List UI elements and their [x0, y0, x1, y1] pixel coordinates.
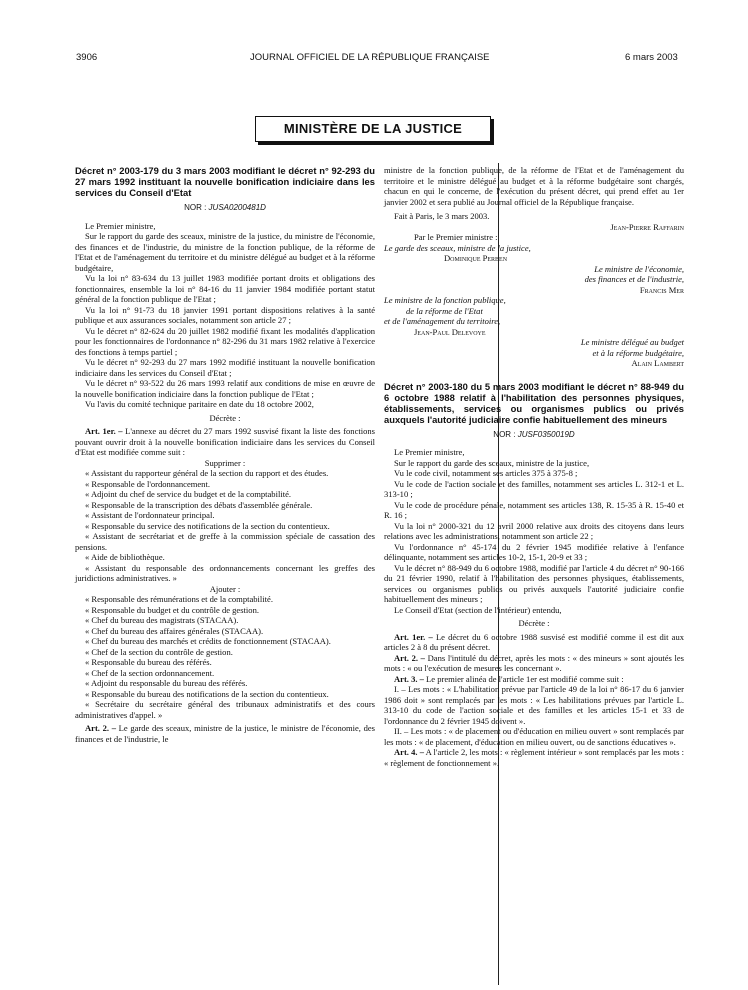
issue-date: 6 mars 2003	[625, 52, 678, 63]
list-item: « Assistant de l'ordonnateur principal.	[85, 510, 215, 520]
article-label: Art. 1er. –	[85, 426, 123, 436]
decree1-title: Décret n° 2003-179 du 3 mars 2003 modifiant le décret n° 92-293 du 27 mars 1992 instituant la nouvelle bonification indiciaire dans les services du Conseil d'Etat	[75, 165, 375, 198]
list-item: « Responsable du bureau des notifications de la section du contentieux.	[85, 688, 329, 699]
list-item: « Chef de la section du contrôle de gestion.	[85, 646, 233, 657]
list-item: « Adjoint du responsable du bureau des référés.	[85, 678, 248, 688]
para: Vu le code de l'action sociale et des familles, notamment ses articles L. 312-1 et L. 313-10 ;	[384, 478, 684, 499]
page-number: 3906	[76, 52, 98, 63]
para: Le Premier ministre,	[394, 447, 465, 457]
article-1	[384, 632, 684, 653]
article-label: Art. 4. –	[394, 747, 424, 757]
article-text: Le garde des sceaux, ministre de la justice, le ministre de l'économie, des finances et de l'industrie, le	[75, 723, 376, 744]
signatory-title: Le ministre de la fonction publique,	[384, 295, 506, 305]
list-item: « Assistant de secrétariat et de greffe à la commission spéciale de cassation des pensions.	[75, 531, 375, 552]
para: Vu le décret n° 82-624 du 20 juillet 1982 modifié fixant les modalités d'application pour les fonctionnaires de l'ordonnance n° 82-296 du 31 mars 1982 relative à l'exercice des fonctions à temps partiel ;	[75, 325, 375, 357]
signatory-title: Le garde des sceaux, ministre de la justice,	[384, 242, 531, 253]
ajouter: Ajouter :	[209, 583, 241, 594]
supprimer: Supprimer :	[204, 457, 246, 468]
list-item: « Responsable de l'ordonnancement.	[85, 478, 210, 489]
list-item: « Assistant du rapporteur général de la section du rapport et des études.	[85, 468, 329, 478]
signatory-pm: Jean-Pierre Raffarin	[610, 221, 684, 232]
decrete: Décrète :	[209, 412, 241, 423]
article-text: Le décret du 6 octobre 1988 susvisé est modifié comme il est dit aux articles 2 à 8 du présent décret.	[384, 631, 684, 652]
list-item: « Secrétaire du secrétaire général des tribunaux administratifs et des cours administratives d'appel. »	[75, 699, 375, 720]
decree2-title: Décret n° 2003-180 du 5 mars 2003 modifiant le décret n° 88-949 du 6 octobre 1988 relatif à l'habilitation des personnes physiques, établissements, services ou organismes publics ou privés auxquels l'autorité judiciaire confie habituellement des mineurs	[384, 380, 684, 425]
article-3	[384, 674, 684, 685]
article-label: Art. 2. –	[85, 723, 116, 733]
article-text: L'annexe au décret du 27 mars 1992 susvisé fixant la liste des fonctions pouvant ouvrir droit à la nouvelle bonification indiciaire dans les services du Conseil d'Etat est modifiée comme suit :	[75, 426, 375, 457]
para: Sur le rapport du garde des sceaux, ministre de la justice,	[394, 457, 590, 468]
list-item: « Chef de la section ordonnancement.	[85, 667, 215, 678]
signatory-title: et de l'aménagement du territoire,	[384, 316, 501, 326]
signatory-title: de la réforme de l'Etat	[406, 305, 483, 316]
list-item: « Adjoint du chef de service du budget et de la comptabilité.	[85, 489, 292, 499]
article-1	[75, 426, 375, 458]
decree1-nor	[75, 203, 375, 214]
article-3-i: I. – Les mots : « L'habilitation prévue par l'article 49 de la loi n° 86-17 du 6 janvier 1986 doit » sont remplacés par les mots : « Les habilitations prévues par l'article L. 313-10 du code de l'action sociale et des familles et les articles 15-1 et 33 de l'ordonnance du 2 février 1945 doivent ».	[384, 684, 684, 726]
article-4	[384, 747, 684, 768]
nor-code: JUSF0350019D	[517, 429, 575, 439]
signatory-garde: Dominique Perben	[444, 253, 508, 263]
list-item: « Chef du bureau des marchés et crédits de fonctionnement (STACAA).	[85, 636, 331, 646]
para: Vu le décret n° 92-293 du 27 mars 1992 modifié instituant la nouvelle bonification indiciaire dans les services du Conseil d'Etat ;	[75, 357, 375, 378]
article-label: Art. 2. –	[394, 652, 425, 663]
list-item: « Chef du bureau des affaires générales (STACAA).	[85, 625, 264, 636]
decree2-nor	[384, 430, 684, 441]
para: Sur le rapport du garde des sceaux, ministre de la justice, du ministre de l'économie, des finances et de l'industrie, du ministre de la fonction publique, de la réforme de l'Etat et de l'aménagement du territoire et du ministre délégué au budget et à la réforme budgétaire,	[75, 231, 375, 273]
par-premier-ministre: Par le Premier ministre :	[414, 232, 498, 242]
para: Vu la loi n° 91-73 du 18 janvier 1991 portant dispositions relatives à la santé publique et aux assurances sociales, notamment son article 27 ;	[75, 304, 375, 325]
article-label: Art. 3. –	[394, 673, 424, 684]
list-item: « Responsable des rémunérations et de la comptabilité.	[85, 594, 273, 604]
signatory-title: Le ministre de l'économie,	[594, 263, 684, 274]
decree1-continuation: ministre de la fonction publique, de la réforme de l'Etat et de l'aménagement du territoire et le ministre délégué au budget et à la réforme budgétaire sont chargés, chacun en qui le concerne, de l'exécution du présent décret, qui prend effet au 1er janvier 2002 et sera publié au Journal officiel de la République française.	[384, 165, 684, 207]
signatory-budget: Alain Lambert	[631, 358, 684, 368]
para: Vu le code de procédure pénale, notamment ses articles 138, R. 15-35 à R. 15-40 et R. 16 ;	[384, 499, 684, 520]
para: Le Conseil d'Etat (section de l'intérieur) entendu,	[394, 604, 562, 615]
nor-label: NOR :	[493, 429, 516, 439]
article-label: Art. 1er. –	[394, 631, 433, 642]
para: Vu la loi n° 2000-321 du 12 avril 2000 relative aux droits des citoyens dans leurs relations avec les administrations, notamment son article 22 ;	[384, 520, 684, 541]
signatory-title: et à la réforme budgétaire,	[592, 347, 684, 358]
signatory-title: des finances et de l'industrie,	[584, 274, 684, 284]
para: Vu le décret n° 93-522 du 26 mars 1993 relatif aux conditions de mise en œuvre de la nouvelle bonification indiciaire dans la fonction publique de l'Etat ;	[75, 378, 375, 399]
list-item: « Responsable du bureau des référés.	[85, 657, 212, 667]
para: Vu l'avis du comité technique paritaire en date du 18 octobre 2002,	[85, 399, 314, 409]
signatory-fp: Jean-Paul Delevoye	[414, 326, 486, 337]
list-item: « Responsable du service des notifications de la section du contentieux.	[85, 520, 330, 531]
journal-title: JOURNAL OFFICIEL DE LA RÉPUBLIQUE FRANÇAISE	[250, 52, 490, 63]
signatory-title: Le ministre délégué au budget	[580, 337, 684, 347]
ministry-heading: MINISTÈRE DE LA JUSTICE	[255, 116, 491, 142]
article-3-ii: II. – Les mots : « de placement ou d'éducation en milieu ouvert » sont remplacés par les mots : « de placement, d'éducation en milieu ouvert, ou de sanctions éducatives ».	[384, 726, 684, 747]
fait-a-paris: Fait à Paris, le 3 mars 2003.	[394, 211, 490, 221]
para: Vu le code civil, notamment ses articles 375 à 375-8 ;	[394, 468, 578, 478]
article-2	[384, 653, 684, 674]
para: Vu l'ordonnance n° 45-174 du 2 février 1945 modifiée relative à l'enfance délinquante, notamment ses articles 10-2, 15-1, 20-9 et 33 ;	[384, 541, 684, 562]
article-text: Dans l'intitulé du décret, après les mots : « des mineurs » sont ajoutés les mots : « ou l'exécution de mesures les concernant ».	[384, 652, 684, 673]
nor-label: NOR :	[184, 203, 207, 212]
right-column	[384, 165, 684, 768]
list-item: « Responsable du budget et du contrôle de gestion.	[85, 604, 259, 615]
article-text: A l'article 2, les mots : « règlement intérieur » sont remplacés par les mots : « règlement de fonctionnement ».	[384, 747, 684, 768]
article-2	[75, 723, 375, 744]
decrete: Décrète :	[518, 618, 550, 628]
list-item: « Responsable de la transcription des débats d'assemblée générale.	[85, 499, 313, 510]
article-text: Le premier alinéa de l'article 1er est modifié comme suit :	[426, 673, 624, 684]
para: Le Premier ministre,	[85, 220, 156, 231]
para: Vu le décret n° 88-949 du 6 octobre 1988, modifié par l'article 4 du décret n° 90-166 du 21 février 1990, relatif à l'habilitation des personnes physiques, établissements, services ou organismes publics ou privés auxquels l'autorité judiciaire confie habituellement des mineurs ;	[384, 562, 684, 604]
list-item: « Assistant du responsable des ordonnancements concernant les greffes des juridictions administratives. »	[75, 562, 375, 583]
left-column	[75, 165, 375, 744]
list-item: « Chef du bureau des magistrats (STACAA).	[85, 615, 239, 625]
list-item: « Aide de bibliothèque.	[85, 552, 165, 562]
nor-code: JUSA0200481D	[208, 203, 266, 212]
para: Vu la loi n° 83-634 du 13 juillet 1983 modifiée portant droits et obligations des fonctionnaires, ensemble la loi n° 84-16 du 11 janvier 1984 modifiée portant statut général de la fonction publique de l'Etat ;	[75, 273, 375, 304]
signatory-eco: Francis Mer	[639, 284, 684, 295]
